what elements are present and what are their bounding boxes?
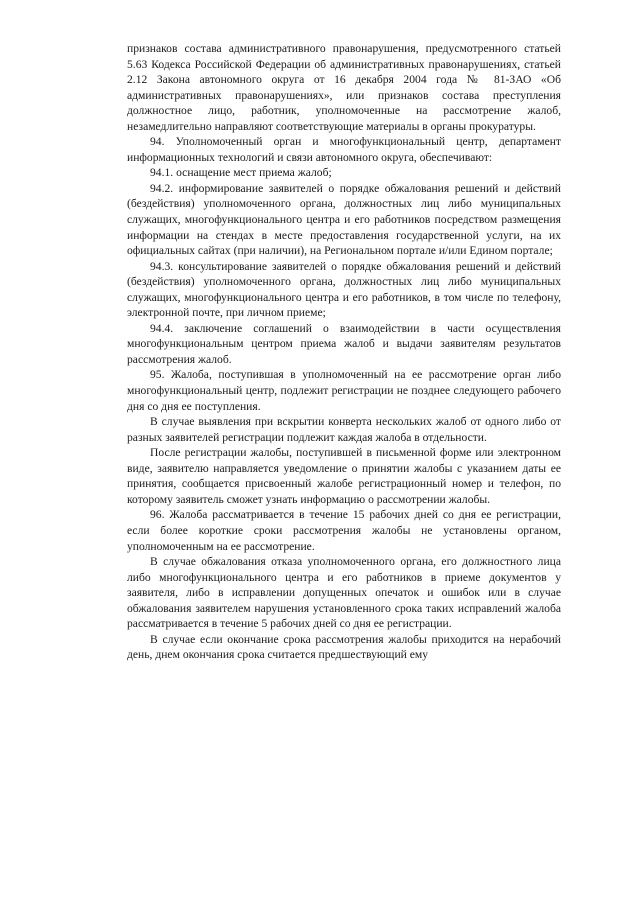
paragraph-95-envelope: В случае выявления при вскрытии конверта нескольких жалоб от одного либо от разных заявителей регистрации подлежит каждая жалоба в отдельности. [127,415,561,444]
paragraph-96: 96. Жалоба рассматривается в течение 15 рабочих дней со дня ее регистрации, если более короткие сроки рассмотрения жалобы не установлены органом, уполномоченным на ее рассмотрение. [127,508,561,553]
paragraph-94-4: 94.4. заключение соглашений о взаимодействии в части осуществления многофункциональным центром приема жалоб и выдачи заявителям результатов рассмотрения жалоб. [127,321,561,366]
paragraph-96-refusal: В случае обжалования отказа уполномоченного органа, его должностного лица либо многофункционального центра и его работников в приеме документов у заявителя, либо в исправлении допущенных опечаток и ошибок или в случае обжалования заявителем нарушения установленного срока таких исправлений жалоба рассматривается в течение 5 рабочих дней со дня ее регистрации. [127,555,561,631]
paragraph-94-3: 94.3. консультирование заявителей о порядке обжалования решений и действий (бездействия) уполномоченного органа, должностных лиц либо муниципальных служащих, многофункционального центра и его работников, в том числе по телефону, электронной почте, при личном приеме; [127,259,561,320]
paragraph-94: 94. Уполномоченный орган и многофункциональный центр, департамент информационных технологий и связи автономного округа, обеспечивают: [127,135,561,164]
paragraph-95: 95. Жалоба, поступившая в уполномоченный на ее рассмотрение орган либо многофункциональный центр, подлежит регистрации не позднее следующего рабочего дня со дня ее поступления. [127,368,561,413]
paragraph-94-2: 94.2. информирование заявителей о порядке обжалования решений и действий (бездействия) уполномоченного органа, должностных лиц либо муниципальных служащих, многофункционального центра и его работников посредством размещения информации на стендах в месте предоставления государственной услуги, на их официальных сайтах (при наличии), на Региональном портале и/или Едином портале; [127,181,561,258]
paragraph-94-1: 94.1. оснащение мест приема жалоб; [150,166,332,180]
document-page [127,41,561,663]
paragraph-95-notification: После регистрации жалобы, поступившей в письменной форме или электронном виде, заявителю направляется уведомление о принятии жалобы с указанием даты ее принятия, сообщается присвоенный жалобе регистрационный номер и телефон, по которому заявитель сможет узнать информацию о рассмотрении жалобы. [127,446,561,506]
paragraph-96-nonworking-day: В случае если окончание срока рассмотрения жалобы приходится на нерабочий день, днем окончания срока считается предшествующий ему [127,632,561,662]
paragraph-continuation: признаков состава административного правонарушения, предусмотренного статьей 5.63 Кодекса Российской Федерации об административных правонарушениях, статьей 2.12 Закона автономного округа от 16 декабря 2004 года № 81-ЗАО «Об административных правонарушениях», или признаков состава преступления должностное лицо, работник, уполномоченные на рассмотрение жалоб, незамедлительно направляют соответствующие материалы в органы прокуратуры. [127,42,561,133]
